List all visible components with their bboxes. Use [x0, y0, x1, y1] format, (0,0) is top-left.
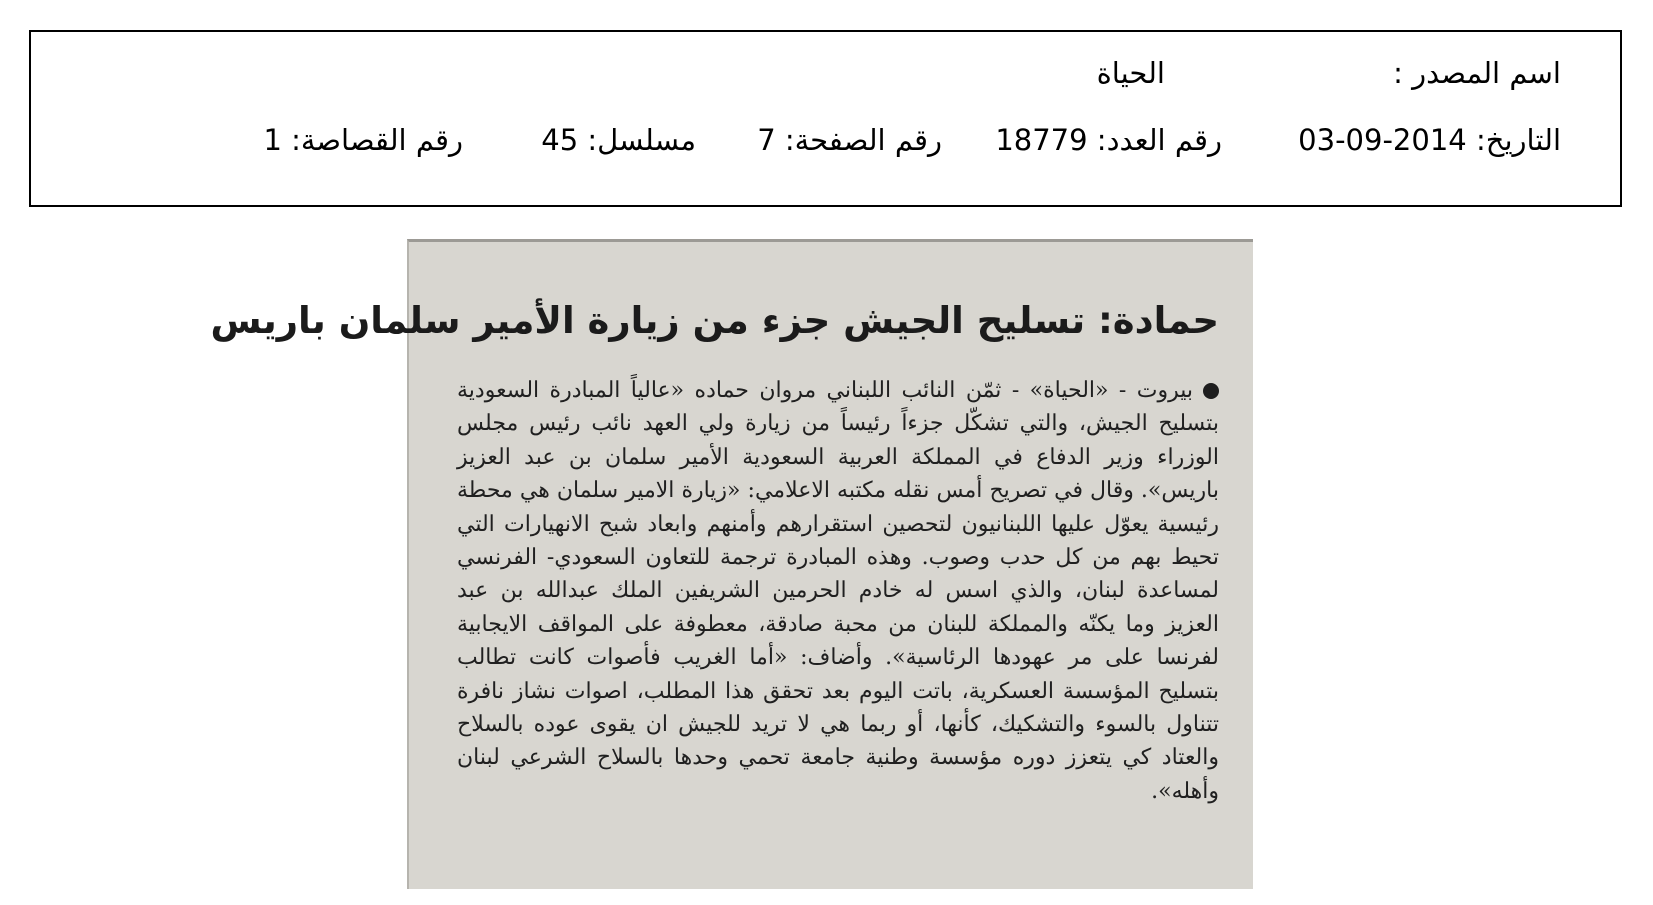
article-body-container	[457, 374, 1219, 808]
date-label: التاريخ: 2014-09-03	[1298, 123, 1561, 157]
source-info-box	[29, 30, 1622, 207]
clipping-number-label: رقم القصاصة: 1	[263, 123, 463, 157]
issue-number-label: رقم العدد: 18779	[995, 123, 1222, 157]
newspaper-clipping	[210, 239, 1253, 889]
article-body: بيروت - «الحياة» - ثمّن النائب اللبناني مروان حماده «عالياً المبادرة السعودية بتسليح الجيش، والتي تشكّل جزءاً رئيساً من زيارة ولي العهد نائب رئيس مجلس الوزراء وزير الدفاع في المملكة العربية السعودية الأمير سلمان بن عبد العزيز باريس». وقال في تصريح أمس نقله مكتبه الاعلامي: «زيارة الامير سلمان هي محطة رئيسية يعوّل عليها اللبنانيون لتحصين استقرارهم وأمنهم وابعاد شبح الانهيارات التي تحيط بهم من كل حدب وصوب. وهذه المبادرة ترجمة للتعاون السعودي- الفرنسي لمساعدة لبنان، والذي اسس له خادم الحرمين الشريفين الملك عبدالله بن عبد العزيز وما يكنّه والمملكة للبنان من محبة صادقة، معطوفة على المواقف الايجابية لفرنسا على مر عهودها الرئاسية». وأضاف: «أما الغريب فأصوات كانت تطالب بتسليح المؤسسة العسكرية، باتت اليوم بعد تحقق هذا المطلب، اصوات نشاز نافرة تتناول بالسوء والتشكيك، كأنها، أو ربما هي لا تريد للجيش ان يقوى عوده بالسلاح والعتاد كي يتعزز دوره مؤسسة وطنية جامعة تحمي وحدها بالسلاح الشرعي لبنان وأهله».	[457, 378, 1219, 804]
page-number-label: رقم الصفحة: 7	[757, 123, 942, 157]
bullet-icon	[1203, 383, 1219, 399]
article-headline: حمادة: تسليح الجيش جزء من زيارة الأمير سلمان باريس	[210, 299, 1219, 342]
source-label: اسم المصدر :	[1393, 56, 1561, 90]
serial-label: مسلسل: 45	[541, 123, 696, 157]
source-value: الحياة	[1096, 56, 1165, 90]
